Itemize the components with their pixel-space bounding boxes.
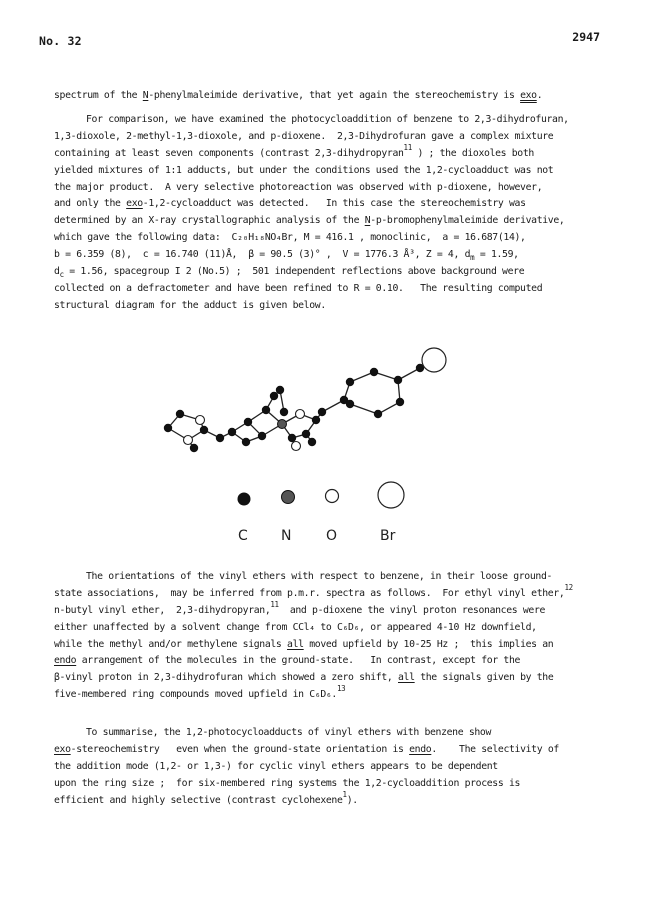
- bromine-legend-symbol: [378, 482, 404, 508]
- reference-marker: 11: [270, 599, 279, 609]
- carbon-atom: [270, 392, 278, 400]
- text-run: efficient and highly selective (contrast cyclohexene: [54, 794, 343, 806]
- page-number: 2947: [572, 30, 600, 44]
- subscript: m: [470, 253, 475, 263]
- reference-marker: 11: [403, 142, 412, 152]
- carbon-atom: [258, 432, 266, 440]
- bromine-atom: [422, 348, 446, 372]
- carbon-atom: [164, 424, 172, 432]
- carbon-atom: [276, 386, 284, 394]
- text-line: upon the ring size ; for six-membered ring systems the 1,2-cycloaddition process is: [54, 777, 521, 789]
- journal-issue: No. 32: [39, 34, 82, 48]
- legend-label-nitrogen: N: [281, 528, 292, 544]
- text-line: the major product. A very selective photoreaction was observed with p-dioxene, however,: [54, 181, 543, 193]
- text-line: [54, 142, 614, 163]
- text-run: state associations, may be inferred from p.m.r. spectra as follows. For ethyl vinyl ether,: [54, 587, 565, 599]
- text-line: collected on a defractometer and have been refined to R = 0.10. The resulting computed: [54, 282, 543, 294]
- reference-marker: 13: [336, 684, 346, 694]
- carbon-atom: [394, 376, 402, 384]
- carbon-atom: [302, 430, 310, 438]
- nitrogen-legend-symbol: [282, 491, 295, 504]
- reference-marker: 12: [564, 582, 573, 592]
- text-line: structural diagram for the adduct is given below.: [54, 299, 326, 311]
- text-run: and only the: [54, 198, 127, 210]
- text-line: [54, 684, 614, 704]
- text-run: arrangement of the molecules in the ground-state. In contrast, except for the: [76, 655, 521, 667]
- carbon-atom: [370, 368, 378, 376]
- text-run: containing at least seven components (contrast 2,3-dihydropyran: [54, 147, 404, 159]
- emphasis-endo: endo: [409, 743, 432, 755]
- carbon-atom: [312, 416, 320, 424]
- paragraph-comparison: [54, 112, 614, 315]
- text-run: the signals given by the: [414, 672, 554, 684]
- text-run: -1,2-cycloadduct was detected. In this case the stereochemistry was: [142, 198, 526, 210]
- text-run: b = 6.359 (8), c = 16.740 (11)Å, β = 90.5 (3)° , V = 1776.3 Å³, Z = 4, d: [54, 249, 471, 261]
- oxygen-atom: [184, 436, 193, 445]
- emphasis-exo: exo: [126, 198, 143, 210]
- carbon-legend-symbol: [238, 493, 251, 506]
- legend-label-oxygen: O: [326, 528, 338, 544]
- emphasis-exo: exo: [520, 90, 537, 101]
- text-run: -stereochemistry even when the ground-state orientation is: [70, 743, 410, 755]
- text-line: [54, 670, 614, 687]
- carbon-atom: [346, 378, 354, 386]
- carbon-atom: [396, 398, 404, 406]
- text-line: [54, 582, 614, 603]
- text-run: d: [54, 266, 60, 278]
- text-line: [54, 742, 614, 759]
- carbon-atom: [176, 410, 184, 418]
- text-line: [54, 599, 614, 620]
- text-run: determined by an X-ray crystallographic analysis of the: [54, 215, 365, 227]
- text-run: -phenylmaleimide derivative, that yet again the stereochemistry is: [148, 90, 521, 101]
- oxygen-legend-symbol: [326, 490, 339, 503]
- carbon-atom: [308, 438, 316, 446]
- legend-label-carbon: C: [238, 528, 248, 544]
- text-line: [54, 196, 614, 213]
- text-line: For comparison, we have examined the photocycloaddition of benzene to 2,3-dihydrofuran,: [86, 114, 569, 125]
- text-run: five-membered ring compounds moved upfield in C₆D₆.: [54, 689, 337, 701]
- bond-lines: [168, 360, 434, 448]
- text-run: = 1.56, spacegroup I 2 (No.5) ; 501 independent reflections above background were: [63, 266, 525, 278]
- oxygen-atom: [292, 442, 301, 451]
- legend-label-bromine: Br: [380, 528, 396, 544]
- carbon-atom: [288, 434, 296, 442]
- carbon-atom: [200, 426, 208, 434]
- carbon-atom: [346, 400, 354, 408]
- text-line: 1,3-dioxole, 2-methyl-1,3-dioxole, and p-dioxene. 2,3-Dihydrofuran gave a complex mixture: [54, 130, 554, 142]
- text-run: n-butyl vinyl ether, 2,3-dihydropyran,: [54, 604, 271, 616]
- text-line: the addition mode (1,2- or 1,3-) for cyclic vinyl ethers appears to be dependent: [54, 760, 498, 772]
- atoms: [164, 348, 446, 452]
- text-run: spectrum of the: [54, 90, 143, 101]
- paragraph-continuation: [54, 88, 614, 105]
- carbon-atom: [190, 444, 198, 452]
- text-line: To summarise, the 1,2-photocycloadducts of vinyl ethers with benzene show: [86, 727, 492, 738]
- text-run: .: [536, 90, 543, 101]
- text-run: . The selectivity of: [431, 743, 559, 755]
- text-run: while the methyl and/or methylene signals: [54, 638, 288, 650]
- carbon-atom: [216, 434, 224, 442]
- text-line: [54, 213, 614, 230]
- nitrogen-atom: [278, 420, 287, 429]
- crystal-data-line: [54, 264, 614, 281]
- carbon-atom: [228, 428, 236, 436]
- text-line: The orientations of the vinyl ethers with respect to benzene, in their loose ground-: [86, 571, 553, 582]
- reference-marker: 1: [342, 789, 347, 799]
- text-line: [54, 637, 614, 654]
- emphasis-exo: exo: [54, 743, 71, 755]
- crystal-data-line: [54, 247, 614, 264]
- paragraph-summary: [54, 725, 614, 809]
- emphasis-endo: endo: [54, 655, 77, 667]
- text-run: moved upfield by 10-25 Hz ; this implies an: [303, 638, 554, 650]
- italic-n: N: [142, 90, 149, 101]
- carbon-atom: [318, 408, 326, 416]
- carbon-atom: [374, 410, 382, 418]
- text-run: -p-bromophenylmaleimide derivative,: [370, 215, 565, 227]
- emphasis-all: all: [398, 672, 415, 684]
- text-line: [54, 88, 614, 105]
- crystal-data-line: which gave the following data: C₂₀H₁₈NO₄Br, M = 416.1 , monoclinic, a = 16.687(14),: [54, 232, 526, 244]
- italic-n: N: [364, 215, 371, 227]
- oxygen-atom: [196, 416, 205, 425]
- oxygen-atom: [296, 410, 305, 419]
- carbon-atom: [262, 406, 270, 414]
- text-run: ) ; the dioxoles both: [411, 147, 534, 159]
- text-run: and p-dioxene the vinyl proton resonances were: [278, 604, 546, 616]
- carbon-atom: [280, 408, 288, 416]
- text-line: either unaffected by a solvent change from CCl₄ to C₆D₆, or appeared 4-10 Hz downfield,: [54, 621, 537, 633]
- carbon-atom: [242, 438, 250, 446]
- text-run: ).: [346, 794, 358, 806]
- text-run: = 1.59,: [474, 249, 519, 261]
- emphasis-all: all: [287, 638, 304, 650]
- text-line: [54, 789, 614, 810]
- subscript: c: [59, 270, 64, 280]
- paragraph-orientation: [54, 569, 614, 704]
- text-line: [54, 653, 614, 670]
- crystal-structure-diagram: [150, 338, 510, 513]
- carbon-atom: [244, 418, 252, 426]
- text-run: β-vinyl proton in 2,3-dihydrofuran which showed a zero shift,: [54, 672, 398, 684]
- text-line: yielded mixtures of 1:1 adducts, but under the conditions used the 1,2-cycloadduct was not: [54, 164, 554, 176]
